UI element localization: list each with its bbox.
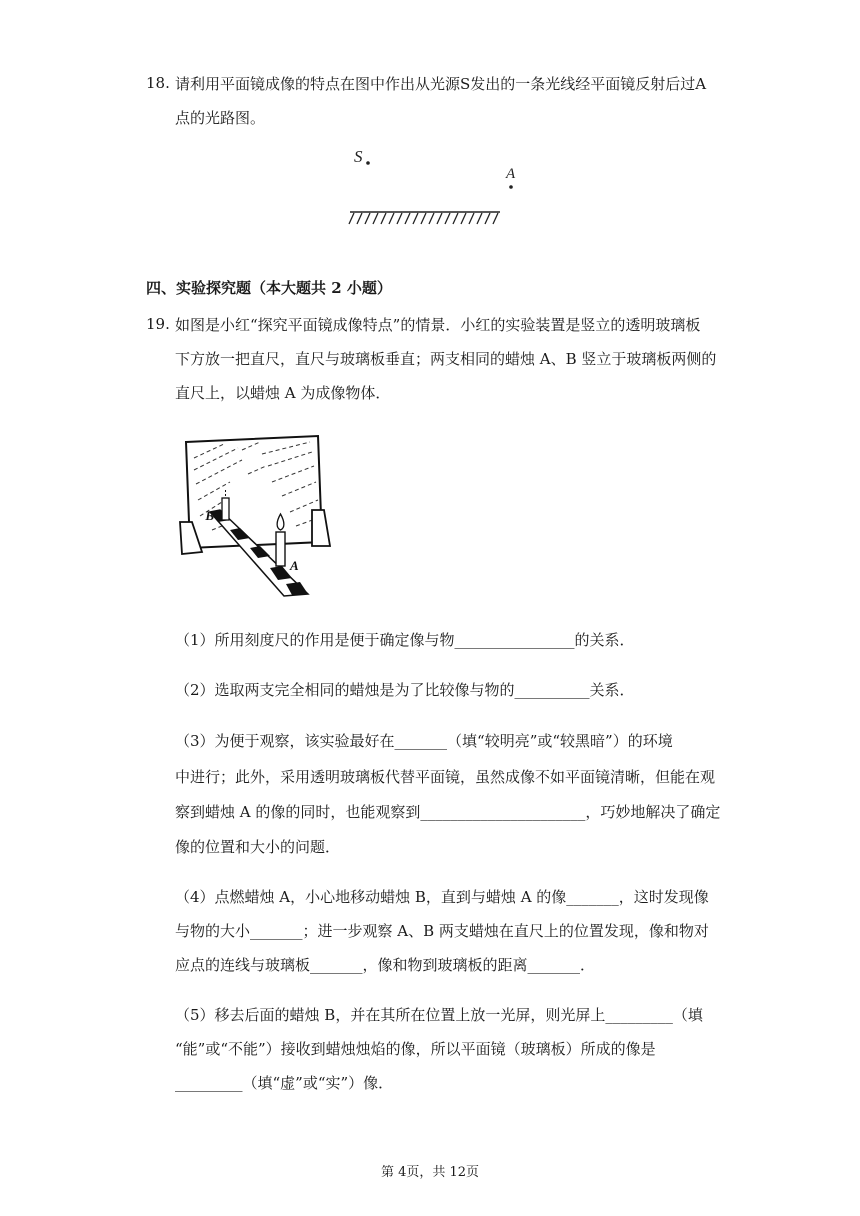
glass-plate: [186, 436, 322, 548]
q19-part2: （2）选取两支完全相同的蜡烛是为了比较像与物的__________关系．: [175, 681, 635, 699]
q19-part4-line3: 应点的连线与玻璃板_______，像和物到玻璃板的距离_______．: [175, 956, 596, 974]
experiment-figure: [172, 430, 332, 600]
q19-part4-line2: 与物的大小_______；进一步观察 A、B 两支蜡烛在直尺上的位置发现，像和物对: [175, 922, 709, 940]
page-footer: 第 4页，共 12页: [380, 1165, 480, 1180]
candle-a: [276, 532, 285, 566]
question-18-text-line1: 请利用平面镜成像的特点在图中作出从光源S发出的一条光线经平面镜反射后过A: [175, 75, 707, 93]
question-18-text-line2: 点的光路图。: [175, 109, 266, 127]
q19-part3-line3: 察到蜡烛 A 的像的同时，也能观察到______________________，巧妙地解决了确定: [175, 803, 721, 821]
q19-part5-line3: _________（填“虚”或“实”）像．: [175, 1074, 394, 1092]
q19-part1: （1）所用刻度尺的作用是便于确定像与物________________的关系．: [175, 631, 635, 649]
q19-part5-line2: “能”或“不能”）接收到蜡烛烛焰的像，所以平面镜（玻璃板）所成的像是: [175, 1040, 656, 1058]
q19-part3-line2: 中进行；此外，采用透明玻璃板代替平面镜，虽然成像不如平面镜清晰，但能在观: [175, 768, 716, 786]
candle-b-label: B: [205, 508, 214, 523]
question-19-intro-line2: 下方放一把直尺，直尺与玻璃板垂直；两支相同的蜡烛 A、B 竖立于玻璃板两侧的: [175, 350, 717, 368]
point-a-label: A: [506, 166, 516, 182]
question-19-intro-line3: 直尺上，以蜡烛 A 为成像物体．: [175, 384, 391, 402]
q19-part3-line4: 像的位置和大小的问题．: [175, 838, 341, 856]
question-19-number: 19.: [146, 315, 170, 333]
question-18-number: 18.: [146, 74, 170, 92]
q19-part5-line1: （5）移去后面的蜡烛 B，并在其所在位置上放一光屏，则光屏上_________（填: [175, 1006, 703, 1024]
mirror-diagram: [340, 140, 560, 230]
source-s-dot: [366, 161, 370, 165]
q19-part3-line1: （3）为便于观察，该实验最好在_______（填“较明亮”或“较黑暗”）的环境: [175, 732, 673, 750]
question-19-intro-line1: 如图是小红“探究平面镜成像特点”的情景．小红的实验装置是竖立的透明玻璃板: [175, 316, 701, 334]
mirror-hatching: [349, 213, 498, 224]
right-support: [312, 510, 330, 546]
source-s-label: S: [354, 147, 363, 166]
point-a-dot: [509, 185, 513, 189]
candle-b: [222, 498, 229, 520]
q19-part4-line1: （4）点燃蜡烛 A，小心地移动蜡烛 B，直到与蜡烛 A 的像_______，这时发现像: [175, 888, 709, 906]
candle-a-label: A: [290, 558, 299, 573]
section-4-heading: 四、实验探究题（本大题共 2 小题）: [146, 279, 392, 297]
